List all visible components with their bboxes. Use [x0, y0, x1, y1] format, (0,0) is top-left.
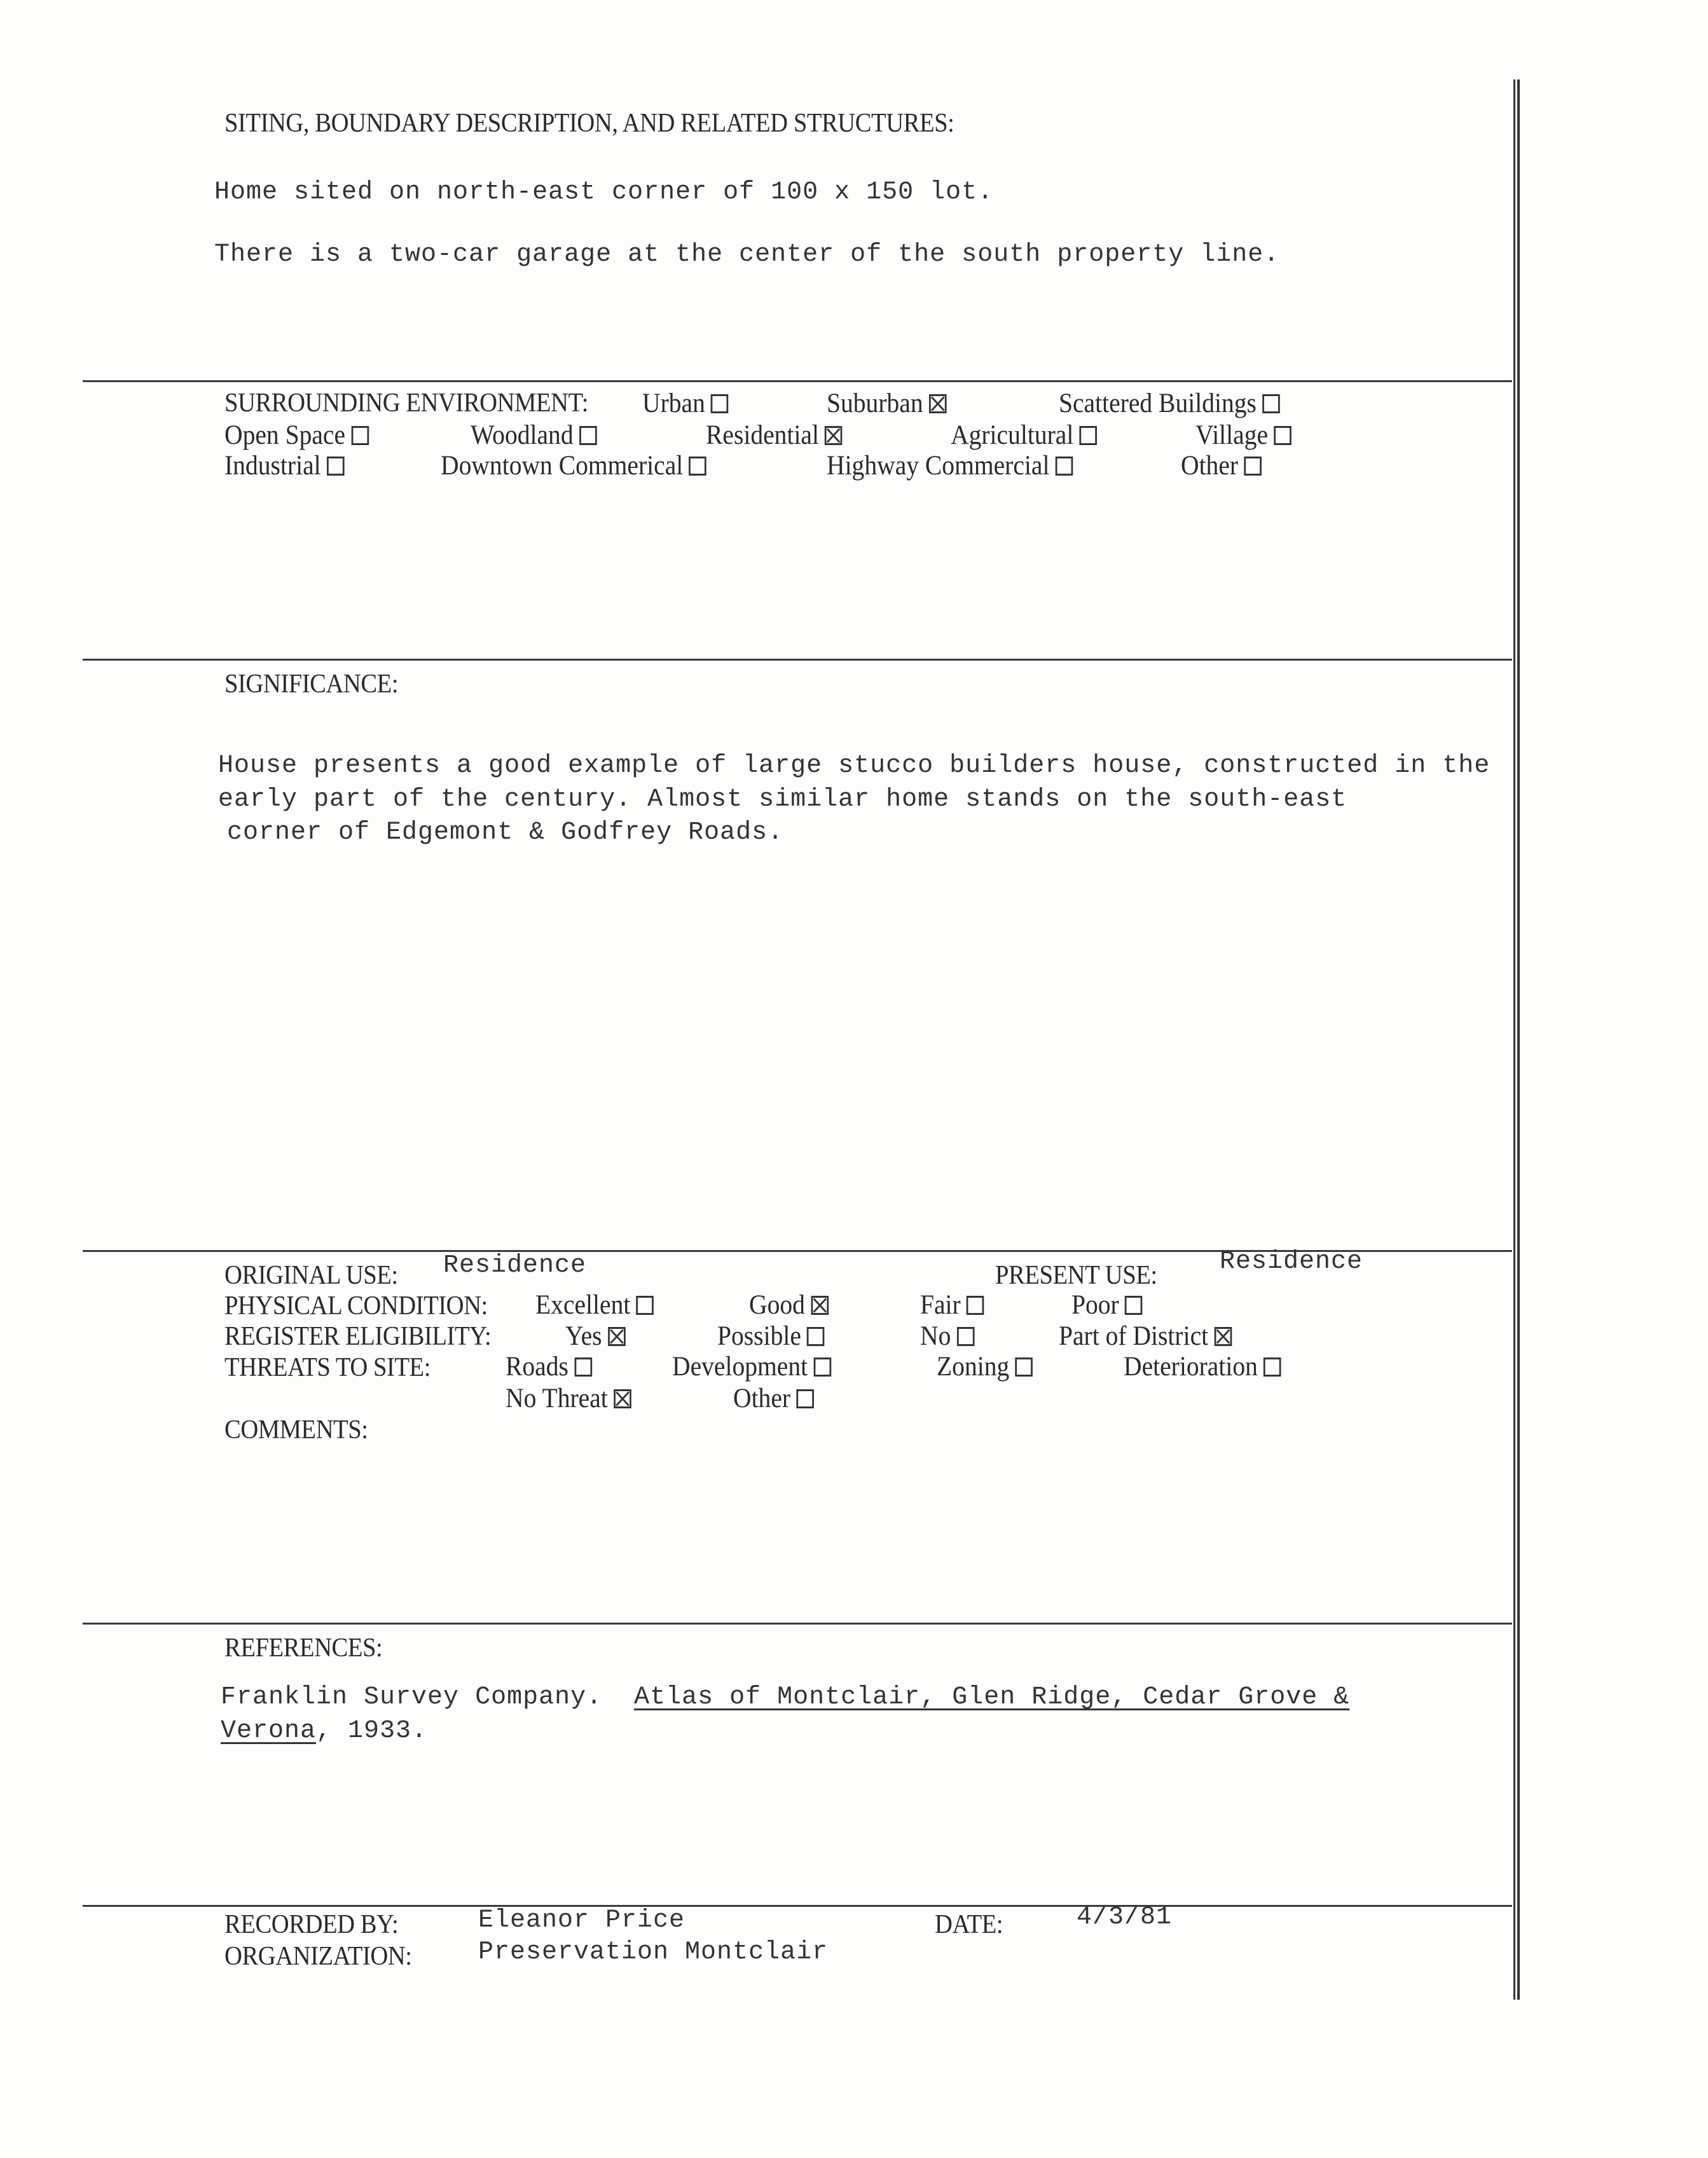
significance-line-3: corner of Edgemont & Godfrey Roads. [227, 818, 784, 847]
checkbox-scattered-buildings[interactable] [1262, 394, 1280, 413]
page-border-right-outer [1517, 79, 1520, 2000]
env-option-downtown-commercial[interactable]: Downtown Commerical [441, 450, 706, 481]
references-heading: REFERENCES: [224, 1633, 383, 1663]
checkbox-possible[interactable] [807, 1327, 825, 1346]
checkbox-no-threat[interactable] [614, 1389, 631, 1408]
present-use-label: PRESENT USE: [995, 1261, 1157, 1290]
page-border-right-inner [1513, 79, 1515, 2000]
reference-title: Atlas of Montclair, Glen Ridge, Cedar Grove & [634, 1683, 1350, 1712]
condition-option-fair[interactable]: Fair [920, 1289, 984, 1321]
checkbox-development[interactable] [813, 1357, 831, 1377]
reference-author: Franklin Survey Company. [221, 1683, 603, 1712]
checkbox-deterioration[interactable] [1264, 1357, 1281, 1377]
env-option-village[interactable]: Village [1195, 420, 1291, 451]
threat-option-development[interactable]: Development [672, 1351, 831, 1382]
reference-line-1 [221, 1683, 1349, 1712]
checkbox-residential[interactable] [825, 426, 843, 445]
env-option-woodland[interactable]: Woodland [471, 420, 596, 451]
env-option-agricultural[interactable]: Agricultural [951, 420, 1097, 451]
checkbox-highway-commercial[interactable] [1056, 457, 1073, 476]
checkbox-fair[interactable] [967, 1296, 984, 1315]
recorded-by-value: Eleanor Price [478, 1906, 685, 1935]
present-use-value: Residence [1220, 1247, 1363, 1276]
original-use-label: ORIGINAL USE: [224, 1261, 398, 1290]
recorded-by-label: RECORDED BY: [224, 1910, 399, 1939]
checkbox-village[interactable] [1274, 426, 1291, 445]
env-option-scattered-buildings[interactable]: Scattered Buildings [1059, 388, 1280, 419]
env-option-open-space[interactable]: Open Space [224, 420, 369, 451]
checkbox-downtown-commercial[interactable] [689, 457, 706, 476]
checkbox-no[interactable] [957, 1327, 975, 1346]
eligibility-option-part-of-district[interactable]: Part of District [1059, 1321, 1232, 1352]
env-option-urban[interactable]: Urban [642, 388, 729, 419]
checkbox-part-of-district[interactable] [1214, 1327, 1232, 1346]
condition-option-excellent[interactable]: Excellent [535, 1289, 654, 1321]
checkbox-urban[interactable] [711, 394, 729, 413]
checkbox-open-space[interactable] [351, 426, 369, 445]
env-option-residential[interactable]: Residential [706, 420, 843, 451]
significance-line-1: House presents a good example of large stucco builders house, constructed in the [218, 752, 1491, 780]
reference-line-2 [221, 1717, 427, 1745]
env-option-suburban[interactable]: Suburban [827, 388, 946, 419]
threat-option-no-threat[interactable]: No Threat [506, 1383, 631, 1414]
checkbox-agricultural[interactable] [1080, 426, 1098, 445]
section-divider [83, 380, 1512, 382]
organization-value: Preservation Montclair [478, 1938, 829, 1967]
eligibility-option-no[interactable]: No [920, 1321, 974, 1352]
date-value: 4/3/81 [1077, 1903, 1173, 1932]
physical-condition-label: PHYSICAL CONDITION: [224, 1291, 488, 1321]
eligibility-option-possible[interactable]: Possible [717, 1321, 825, 1352]
organization-label: ORGANIZATION: [224, 1942, 412, 1971]
register-eligibility-label: REGISTER ELIGIBILITY: [224, 1322, 492, 1351]
checkbox-roads[interactable] [574, 1357, 592, 1377]
threat-option-roads[interactable]: Roads [506, 1351, 592, 1382]
threats-label: THREATS TO SITE: [224, 1353, 430, 1382]
checkbox-zoning[interactable] [1015, 1357, 1033, 1377]
env-option-industrial[interactable]: Industrial [224, 450, 344, 481]
reference-title-continued: Verona [221, 1717, 317, 1745]
comments-field[interactable] [445, 1415, 1399, 1542]
checkbox-suburban[interactable] [929, 394, 947, 413]
siting-line-2: There is a two-car garage at the center of the south property line. [214, 240, 1280, 269]
checkbox-excellent[interactable] [637, 1296, 654, 1315]
significance-heading: SIGNIFICANCE: [224, 670, 399, 699]
threat-option-zoning[interactable]: Zoning [937, 1351, 1033, 1382]
checkbox-env-other[interactable] [1244, 457, 1262, 476]
checkbox-woodland[interactable] [579, 426, 597, 445]
section-divider [83, 1623, 1512, 1625]
original-use-value: Residence [443, 1251, 587, 1280]
env-option-highway-commercial[interactable]: Highway Commercial [827, 450, 1073, 481]
condition-option-good[interactable]: Good [749, 1289, 829, 1321]
checkbox-yes[interactable] [608, 1327, 626, 1346]
threat-option-other[interactable]: Other [733, 1383, 814, 1414]
siting-line-1: Home sited on north-east corner of 100 x 150 lot. [214, 178, 994, 207]
comments-label: COMMENTS: [224, 1415, 368, 1445]
section-divider [83, 1905, 1512, 1907]
threat-option-deterioration[interactable]: Deterioration [1124, 1351, 1281, 1382]
checkbox-threat-other[interactable] [796, 1389, 814, 1408]
checkbox-poor[interactable] [1125, 1296, 1143, 1315]
checkbox-good[interactable] [811, 1296, 829, 1315]
checkbox-industrial[interactable] [327, 457, 345, 476]
condition-option-poor[interactable]: Poor [1071, 1289, 1143, 1321]
eligibility-option-yes[interactable]: Yes [565, 1321, 625, 1352]
section-divider [83, 659, 1512, 661]
date-label: DATE: [935, 1910, 1003, 1939]
env-option-other[interactable]: Other [1181, 450, 1262, 481]
significance-line-2: early part of the century. Almost similar home stands on the south-east [218, 785, 1347, 814]
environment-heading: SURROUNDING ENVIRONMENT: [224, 388, 588, 418]
siting-heading: SITING, BOUNDARY DESCRIPTION, AND RELATED STRUCTURES: [224, 109, 954, 138]
reference-year: , 1933. [316, 1717, 428, 1745]
